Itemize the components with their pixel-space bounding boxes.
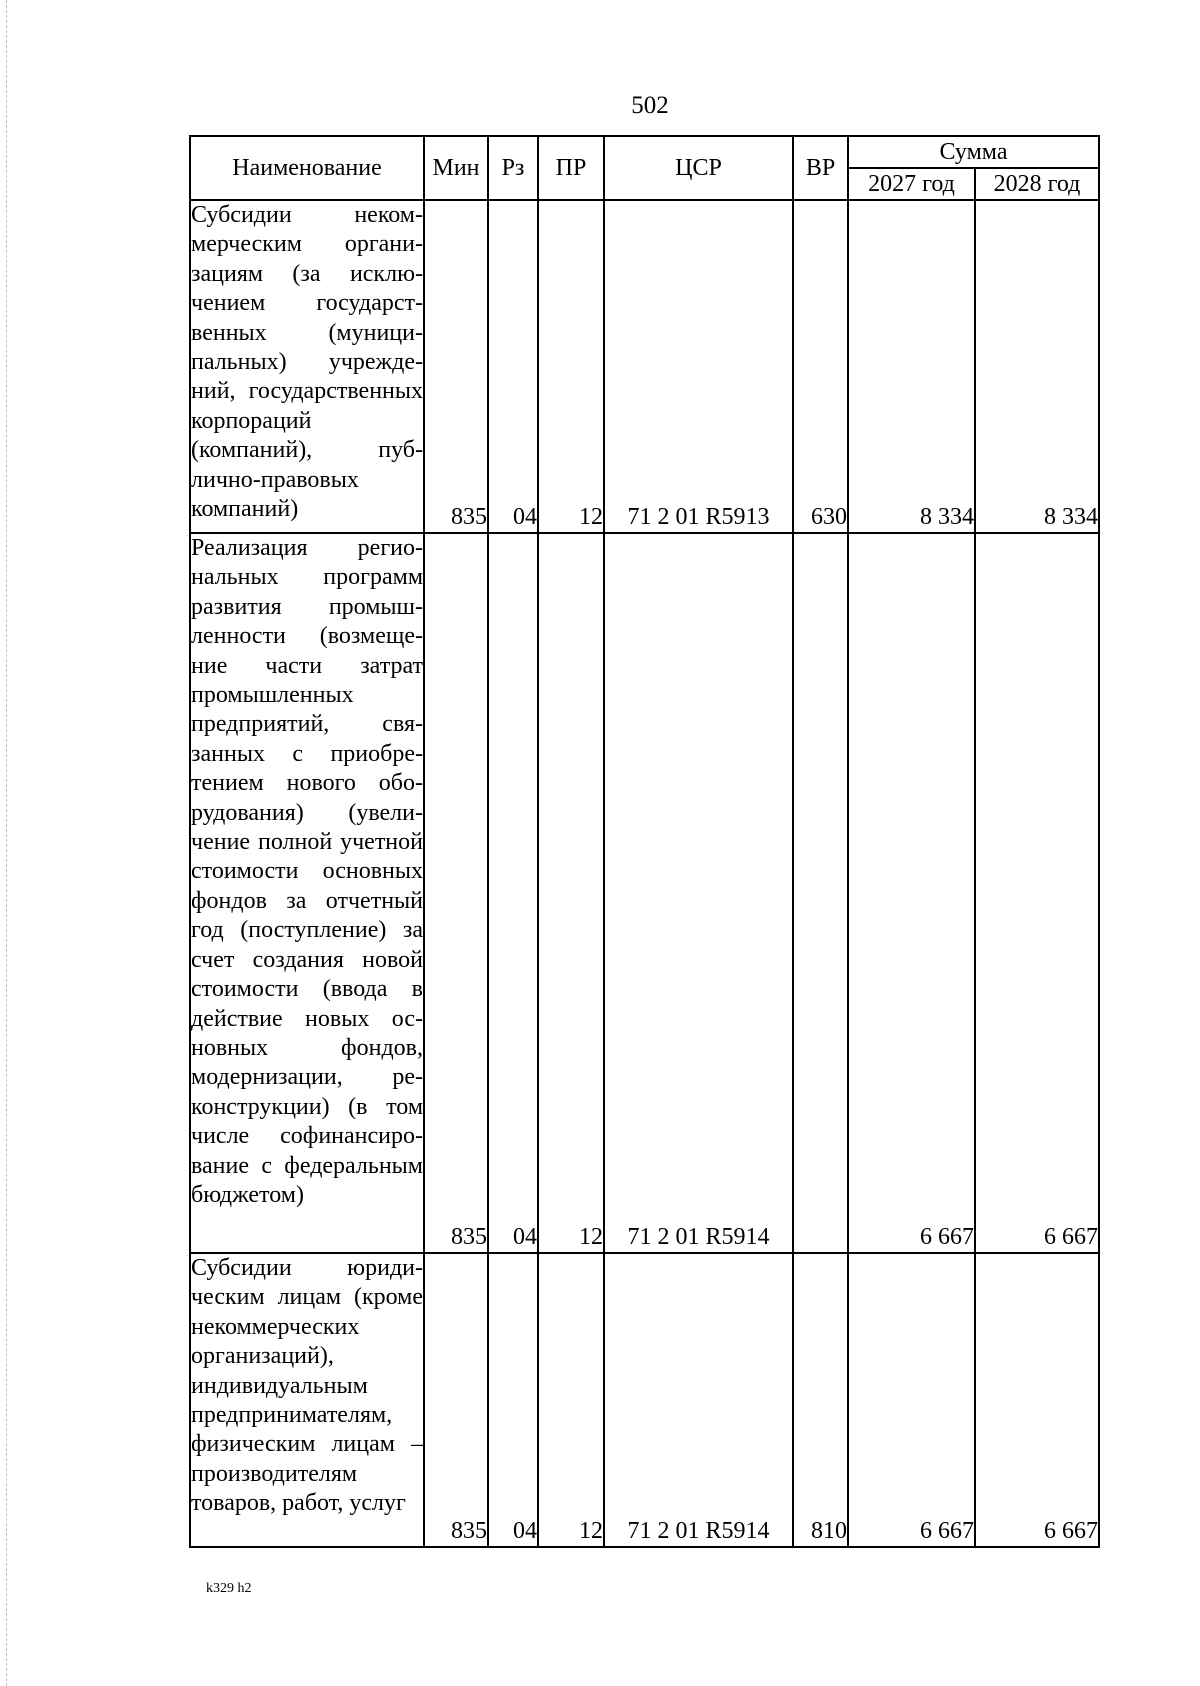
scan-edge-line xyxy=(6,0,7,1686)
row-name: Реализация региональных программ развития промышленности (возмещение части затрат промышленных предприятий, связанных с приобретением нового оборудования) (увеличение полной учетной стоимости основных фондов за отчетный год (поступление) за счет создания новой стоимости (ввода в действие новых основных фондов, модернизации, реконструкции) (в том числе софинансирование с федеральным бюджетом) xyxy=(190,533,424,1253)
row-vr: 630 xyxy=(793,200,848,533)
row-min: 835 xyxy=(424,200,488,533)
row-name: Субсидии юридическим лицам (кроме некоммерческих организаций), индивидуальным предпринимателям, физическим лицам – производителям товаров, работ, услуг xyxy=(190,1253,424,1547)
header-pr: ПР xyxy=(538,136,604,200)
row-rz: 04 xyxy=(488,1253,538,1547)
row-sum-2027: 6 667 xyxy=(848,1253,975,1547)
row-csr: 71 2 01 R5914 xyxy=(604,533,793,1253)
row-vr: 810 xyxy=(793,1253,848,1547)
footer-code: k329 h2 xyxy=(206,1581,252,1596)
header-year-2028: 2028 год xyxy=(975,168,1099,200)
table-row xyxy=(190,200,1099,533)
row-min: 835 xyxy=(424,533,488,1253)
row-min: 835 xyxy=(424,1253,488,1547)
row-pr: 12 xyxy=(538,1253,604,1547)
budget-table xyxy=(189,135,1100,1548)
header-name: Наименование xyxy=(190,136,424,200)
header-row xyxy=(190,136,1099,168)
row-sum-2027: 8 334 xyxy=(848,200,975,533)
header-min: Мин xyxy=(424,136,488,200)
row-csr: 71 2 01 R5914 xyxy=(604,1253,793,1547)
row-name: Субсидии некоммерческим организациям (за исключением государственных (муниципальных) учреждений, государственных корпораций (компаний), публично-правовых компаний) xyxy=(190,200,424,533)
table-row xyxy=(190,533,1099,1253)
row-sum-2028: 6 667 xyxy=(975,533,1099,1253)
header-vr: ВР xyxy=(793,136,848,200)
row-csr: 71 2 01 R5913 xyxy=(604,200,793,533)
row-sum-2027: 6 667 xyxy=(848,533,975,1253)
row-sum-2028: 6 667 xyxy=(975,1253,1099,1547)
table-row xyxy=(190,1253,1099,1547)
row-rz: 04 xyxy=(488,533,538,1253)
header-sum: Сумма xyxy=(848,136,1099,168)
header-rz: Рз xyxy=(488,136,538,200)
page-number: 502 xyxy=(631,92,669,119)
row-pr: 12 xyxy=(538,200,604,533)
row-vr xyxy=(793,533,848,1253)
row-pr: 12 xyxy=(538,533,604,1253)
row-rz: 04 xyxy=(488,200,538,533)
header-csr: ЦСР xyxy=(604,136,793,200)
header-year-2027: 2027 год xyxy=(848,168,975,200)
row-sum-2028: 8 334 xyxy=(975,200,1099,533)
